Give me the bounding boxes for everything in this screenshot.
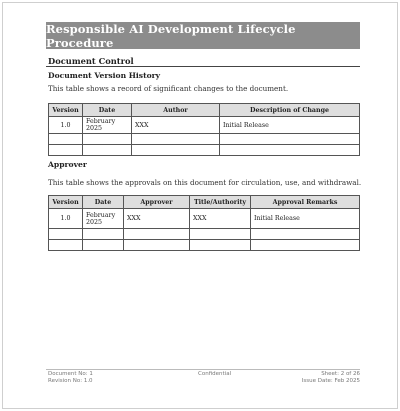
- table-cell: 1.0: [49, 209, 83, 229]
- table-cell: 1.0: [49, 117, 83, 134]
- table-cell: [49, 240, 83, 251]
- version-history-table: [48, 103, 360, 156]
- table-cell: XXX: [124, 209, 190, 229]
- revision-number: Revision No: 1.0: [48, 378, 93, 384]
- column-header: Version: [49, 196, 83, 209]
- column-header: Date: [83, 104, 132, 117]
- column-header: Author: [132, 104, 220, 117]
- column-header: Approval Remarks: [251, 196, 360, 209]
- table-cell: [124, 229, 190, 240]
- sheet-number: Sheet: 2 of 26: [321, 371, 360, 377]
- table-row: [49, 209, 360, 229]
- table-row: [49, 117, 360, 134]
- column-header: Date: [83, 196, 124, 209]
- table-cell: [220, 145, 360, 156]
- table-cell: [49, 134, 83, 145]
- table-cell: Initial Release: [251, 209, 360, 229]
- section-divider: [46, 66, 360, 67]
- table-cell: [124, 240, 190, 251]
- table-cell: [83, 240, 124, 251]
- issue-date: Issue Date: Feb 2025: [301, 378, 360, 384]
- table-cell: [220, 134, 360, 145]
- footer-right: [302, 371, 360, 385]
- column-header: Description of Change: [220, 104, 360, 117]
- table-header-row: [49, 104, 360, 117]
- approver-table: [48, 195, 360, 251]
- section-title: Document Control: [48, 56, 134, 66]
- table-cell: [49, 145, 83, 156]
- table-cell: XXX: [132, 117, 220, 134]
- document-number: Document No: 1: [48, 371, 93, 377]
- table-cell: [83, 145, 132, 156]
- table-cell: Initial Release: [220, 117, 360, 134]
- table-row: [49, 145, 360, 156]
- version-history-description: This table shows a record of significant changes to the document.: [48, 84, 289, 93]
- classification-label: Confidential: [198, 371, 232, 377]
- document-title: Responsible AI Development Lifecycle Procedure: [46, 22, 360, 49]
- table-cell: [190, 229, 251, 240]
- table-cell: [251, 229, 360, 240]
- table-cell: February 2025: [83, 117, 132, 134]
- table-cell: [251, 240, 360, 251]
- table-cell: [132, 134, 220, 145]
- table-cell: [190, 240, 251, 251]
- version-history-heading: Document Version History: [48, 71, 161, 80]
- footer-left: [48, 371, 93, 385]
- column-header: Approver: [124, 196, 190, 209]
- table-row: [49, 134, 360, 145]
- table-cell: [83, 229, 124, 240]
- table-header-row: [49, 196, 360, 209]
- table-row: [49, 229, 360, 240]
- table-cell: [83, 134, 132, 145]
- table-cell: XXX: [190, 209, 251, 229]
- table-cell: [132, 145, 220, 156]
- table-cell: [49, 229, 83, 240]
- column-header: Title/Authority: [190, 196, 251, 209]
- approver-heading: Approver: [48, 160, 87, 169]
- footer-divider: [46, 369, 360, 370]
- column-header: Version: [49, 104, 83, 117]
- table-cell: February 2025: [83, 209, 124, 229]
- approver-description: This table shows the approvals on this document for circulation, use, and withdrawal.: [48, 178, 362, 187]
- table-row: [49, 240, 360, 251]
